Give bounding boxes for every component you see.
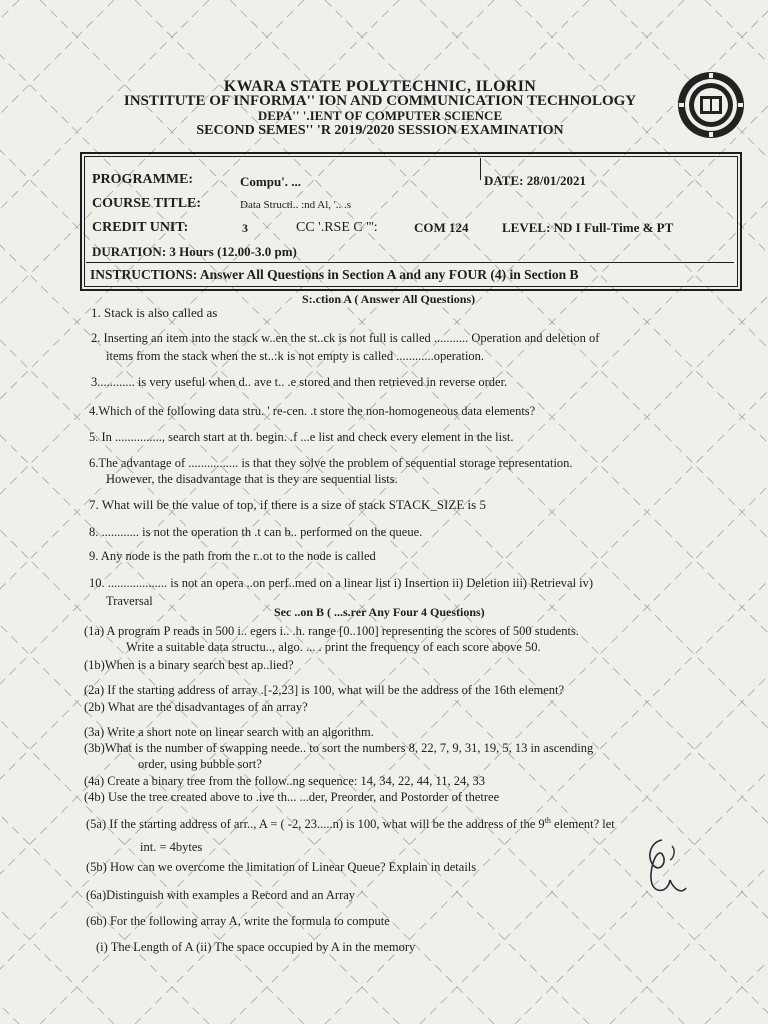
course-code-value: COM 124 <box>414 220 469 235</box>
question-b1a: (1a) A program P reads in 500 i.. egers i.. .h. range [0..100] representing the scores of 500 students. <box>84 624 579 638</box>
level: LEVEL: ND I Full-Time & PT <box>502 220 674 235</box>
course-title-value: Data Structi.. :nd Al, '.. .s <box>240 199 352 211</box>
duration: DURATION: 3 Hours (12.00-3.0 pm) <box>92 244 297 259</box>
question-b3b-cont: order, using bubble sort? <box>138 757 262 771</box>
question-a1: 1. Stack is also called as <box>91 305 218 320</box>
institute-name: INSTITUTE OF INFORMA'' ION AND COMMUNICATION TECHNOLOGY <box>123 93 637 109</box>
question-a10: 10. ................... is not an opera ..on perf..med on a linear list i) Insertion ii) Deletion iii) Retrieval iv) <box>89 576 594 590</box>
question-b3a: (3a) Write a short note on linear search with an algorithm. <box>84 725 374 739</box>
section-b-title: Sec ..on B ( ...s.rer Any Four 4 Questions) <box>274 605 485 619</box>
question-b6b-sub: (i) The Length of A (ii) The space occupied by A in the memory <box>96 940 416 954</box>
section-a-title: S:.ction A ( Answer All Questions) <box>302 292 476 306</box>
question-a2-cont: items from the stack when the st..:k is not empty is called ............operation. <box>106 349 485 363</box>
institution-name: KWARA STATE POLYTECHNIC, ILORIN <box>223 78 537 95</box>
exam-date: DATE: 28/01/2021 <box>484 173 586 188</box>
credit-unit-value: 3 <box>242 221 248 235</box>
instructions-divider <box>86 262 734 263</box>
question-b6a: (6a)Distinguish with examples a Record and an Array <box>86 888 356 902</box>
question-b5b: (5b) How can we overcome the limitation of Linear Queue? Explain in details <box>86 860 477 874</box>
question-b3b: (3b)What is the number of swapping neede.. to sort the numbers 8, 22, 7, 9, 31, 19, 5, 13 in ascending <box>84 741 594 755</box>
date-divider <box>480 158 481 180</box>
question-a6: 6.The advantage of ................ is that they solve the problem of sequential storage representation. <box>89 456 573 470</box>
question-b4b: (4b) Use the tree created above to .ive th... ...der, Preorder, and Postorder of thetree <box>84 790 500 804</box>
question-b1b: (1b)When is a binary search best ap..lied? <box>84 658 294 672</box>
question-b2b: (2b) What are the disadvantages of an array? <box>84 700 308 714</box>
question-a2: 2. Inserting an item into the stack w..en the st..ck is not full is called ........... Operation and deletion of <box>91 331 600 345</box>
course-code-label: CC '.RSE C ''': <box>296 220 378 235</box>
question-b2a: (2a) If the starting address of array .[-2,23] is 100, what will be the address of the 16th element? <box>84 683 565 697</box>
department-name: DEPA'' '.IENT OF COMPUTER SCIENCE <box>257 108 503 123</box>
question-a8: 8. ............ is not the operation th .t can b.. performed on the queue. <box>89 525 423 539</box>
programme-value: Compu'. ... <box>240 174 302 189</box>
question-b5a-text: (5a) If the starting address of arr.., A = ( -2, 23.....n) is 100, what will be the address of the 9 <box>86 817 545 832</box>
question-b1a-cont: Write a suitable data structu.., algo. ... . print the frequency of each score above 50. <box>126 640 541 654</box>
ordinal-suffix: th <box>544 816 551 825</box>
polytechnic-logo-icon <box>676 70 746 140</box>
question-a3: 3............ is very useful when d.. ave t.. .e stored and then retrieved in reverse order. <box>91 375 508 389</box>
course-title-label: COURSE TITLE: <box>92 196 202 211</box>
exam-session: SECOND SEMES'' 'R 2019/2020 SESSION EXAMINATION <box>196 123 564 138</box>
question-b5a-tail: element? let <box>550 817 615 832</box>
question-a9: 9. Any node is the path from the r..ot to the node is called <box>89 549 376 563</box>
programme-label: PROGRAMME: <box>92 172 194 187</box>
handwritten-signature <box>632 832 692 902</box>
question-a10-cont: Traversal <box>106 594 153 608</box>
credit-unit-label: CREDIT UNIT: <box>92 220 189 235</box>
question-a6-cont: However, the disadvantage that is they are sequential lists. <box>106 472 398 486</box>
instructions: INSTRUCTIONS: Answer All Questions in Section A and any FOUR (4) in Section B <box>90 267 579 282</box>
question-a4: 4.Which of the following data stru. ' re-cen. .t store the non-homogeneous data elements? <box>89 404 536 418</box>
question-a5: 5. In ..............., search start at th. begin. .f ...e list and check every element in the list. <box>89 430 514 444</box>
question-b5a <box>86 817 615 831</box>
question-b5a-cont: int. = 4bytes <box>140 840 203 854</box>
question-b6b: (6b) For the following array A, write the formula to compute <box>86 914 390 928</box>
question-a7: 7. What will be the value of top, if there is a size of stack STACK_SIZE is 5 <box>89 497 486 512</box>
question-b4a: (4a) Create a binary tree from the follow..ng sequence: 14, 34, 22, 44, 11, 24, 33 <box>84 774 486 788</box>
